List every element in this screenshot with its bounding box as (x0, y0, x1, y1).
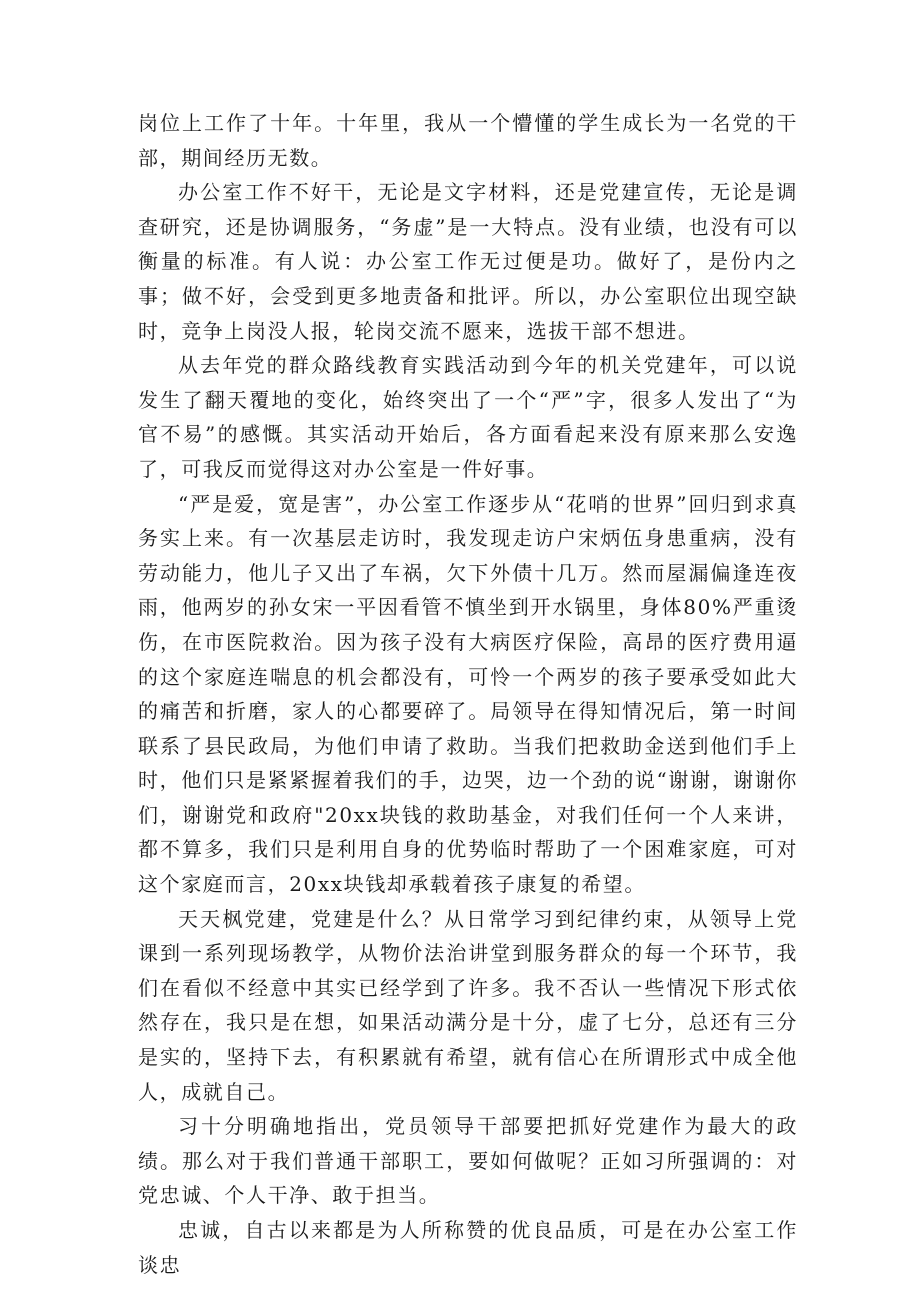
paragraph-strict-is-love: “严是爱，宽是害”，办公室工作逐步从“花哨的世界”回归到求真务实上来。有一次基层走访时，我发现走访户宋炳伍身患重病，没有劳动能力，他儿子又出了车祸，欠下外债十几万。然而屋漏偏逢连夜雨，他两岁的孙女宋一平因看管不慎坐到开水锅里，身体80%严重烫伤，在市医院救治。因为孩子没有大病医疗保险，高昂的医疗费用逼的这个家庭连喘息的机会都没有，可怜一个两岁的孩子要承受如此大的痛苦和折磨，家人的心都要碎了。局领导在得知情况后，第一时间联系了县民政局，为他们申请了救助。当我们把救助金送到他们手上时，他们只是紧紧握着我们的手，边哭，边一个劲的说“谢谢，谢谢你们，谢谢党和政府"20xx块钱的救助基金，对我们任何一个人来讲，都不算多，我们只是利用自身的优势临时帮助了一个困难家庭，可对这个家庭而言，20xx块钱却承载着孩子康复的希望。 (138, 491, 798, 897)
paragraph-loyalty: 忠诚，自古以来都是为人所称赞的优良品质，可是在办公室工作谈忠 (138, 1218, 798, 1277)
paragraph-party-building: 天天枫党建，党建是什么？从日常学习到纪律约束，从领导上党课到一系列现场教学，从物价法治讲堂到服务群众的每一个环节，我们在看似不经意中其实已经学到了许多。我不否认一些情况下形式依然存在，我只是在想，如果活动满分是十分，虚了七分，总还有三分是实的，坚持下去，有积累就有希望，就有信心在所谓形式中成全他人，成就自己。 (138, 906, 798, 1104)
document-body (138, 106, 798, 1282)
paragraph-party-education: 从去年党的群众路线教育实践活动到今年的机关党建年，可以说发生了翻天覆地的变化，始终突出了一个“严”字，很多人发出了“为官不易”的感慨。其实活动开始后，各方面看起来没有原来那么安逸了，可我反而觉得这对办公室是一件好事。 (138, 353, 798, 481)
paragraph-office-work: 办公室工作不好干，无论是文字材料，还是党建宣传，无论是调查研究，还是协调服务，“务虚”是一大特点。没有业绩，也没有可以衡量的标准。有人说：办公室工作无过便是功。做好了，是份内之事；做不好，会受到更多地责备和批评。所以，办公室职位出现空缺时，竞争上岗没人报，轮岗交流不愿来，选拔干部不想进。 (138, 180, 798, 343)
paragraph-continued: 岗位上工作了十年。十年里，我从一个懵懂的学生成长为一名党的干部，期间经历无数。 (138, 111, 798, 170)
paragraph-loyalty-clean-responsible: 习十分明确地指出，党员领导干部要把抓好党建作为最大的政绩。那么对于我们普通干部职工，要如何做呢？正如习所强调的：对党忠诚、个人干净、敢于担当。 (138, 1114, 798, 1208)
